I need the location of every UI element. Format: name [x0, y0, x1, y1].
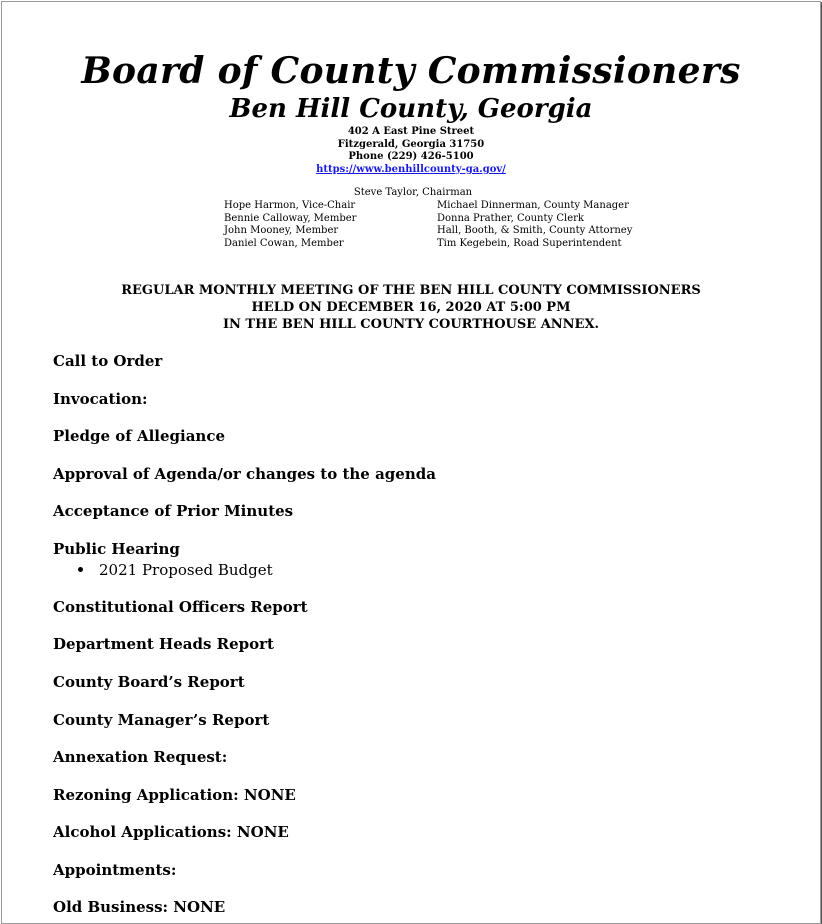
agenda-annexation: Annexation Request:: [53, 748, 228, 766]
agenda-public-hearing: Public Hearing: [53, 540, 180, 558]
bullet-icon: [78, 567, 83, 572]
phone-number: Phone (229) 426-5100: [348, 151, 474, 162]
officials-right-column: [437, 200, 632, 251]
city-state-zip: Fitzgerald, Georgia 31750: [337, 139, 485, 150]
document-title: Board of County Commissioners: [81, 50, 741, 92]
official-name: Daniel Cowan, Member: [224, 238, 344, 250]
agenda-pledge: Pledge of Allegiance: [53, 427, 226, 445]
agenda-department-heads: Department Heads Report: [53, 635, 274, 653]
agenda-appointments: Appointments:: [53, 861, 177, 879]
public-hearing-bullet: [78, 561, 273, 579]
official-name: Hall, Booth, & Smith, County Attorney: [437, 225, 633, 237]
agenda-call-to-order: Call to Order: [53, 352, 163, 370]
meeting-line-3: IN THE BEN HILL COUNTY COURTHOUSE ANNEX.: [222, 317, 600, 332]
agenda-approval: Approval of Agenda/or changes to the agenda: [53, 465, 436, 483]
meeting-line-2: HELD ON DECEMBER 16, 2020 AT 5:00 PM: [251, 300, 571, 315]
document-page: [1, 1, 821, 924]
meeting-line-1: REGULAR MONTHLY MEETING OF THE BEN HILL COUNTY COMMISSIONERS: [121, 283, 701, 298]
meeting-heading: [2, 282, 820, 333]
agenda-invocation: Invocation:: [53, 390, 148, 408]
street-address: 402 A East Pine Street: [347, 126, 475, 137]
official-name: Bennie Calloway, Member: [224, 212, 357, 224]
agenda-county-manager: County Manager’s Report: [53, 711, 270, 729]
county-name: Ben Hill County, Georgia: [229, 94, 593, 124]
official-name: Donna Prather, County Clerk: [437, 212, 584, 224]
public-hearing-item: 2021 Proposed Budget: [99, 561, 273, 579]
chairman: Steve Taylor, Chairman: [353, 187, 473, 198]
official-name: John Mooney, Member: [224, 225, 339, 237]
agenda-county-board: County Board’s Report: [53, 673, 245, 691]
agenda-rezoning: Rezoning Application: NONE: [53, 786, 296, 804]
agenda-alcohol: Alcohol Applications: NONE: [53, 823, 289, 841]
website-link[interactable]: https://www.benhillcounty-ga.gov/: [316, 164, 506, 175]
official-name: Tim Kegebein, Road Superintendent: [437, 238, 622, 250]
officials-left-column: [224, 200, 356, 251]
agenda-old-business: Old Business: NONE: [53, 898, 226, 916]
official-name: Michael Dinnerman, County Manager: [437, 200, 629, 211]
official-name: Hope Harmon, Vice-Chair: [224, 200, 356, 211]
agenda-constitutional-officers: Constitutional Officers Report: [53, 598, 308, 616]
agenda-prior-minutes: Acceptance of Prior Minutes: [53, 502, 294, 520]
